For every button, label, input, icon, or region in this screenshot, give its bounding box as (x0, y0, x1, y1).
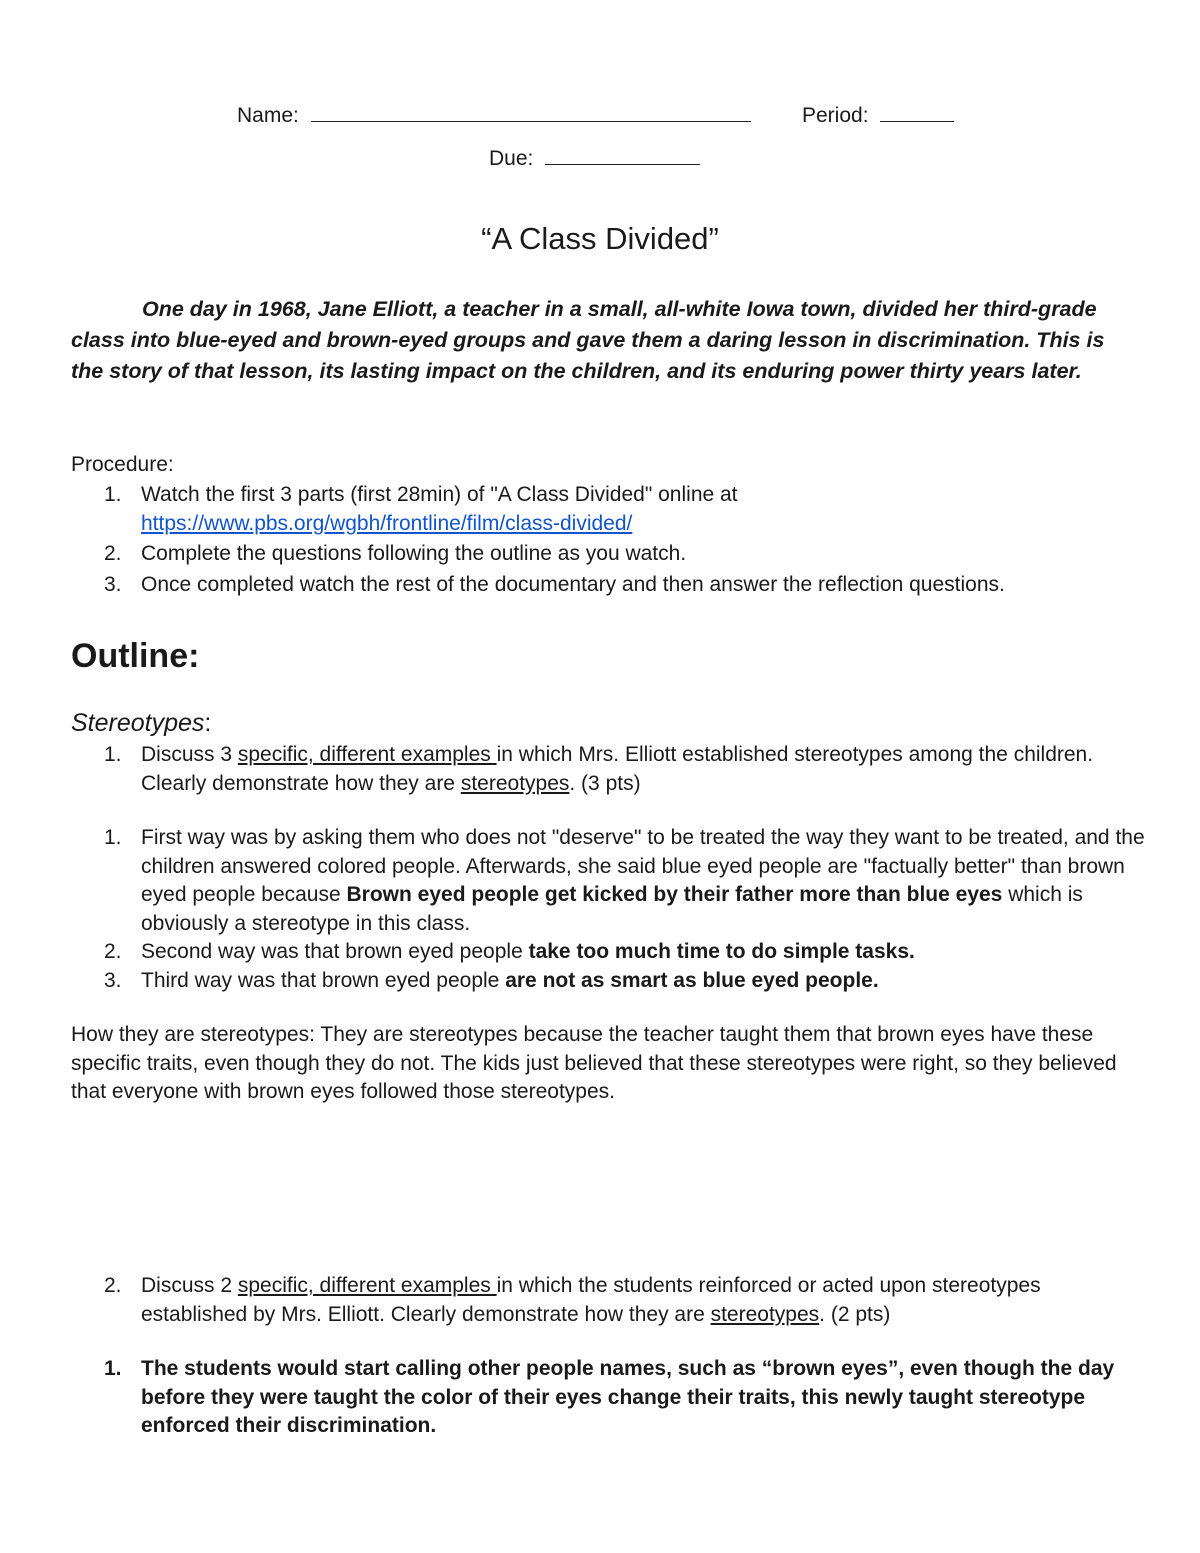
answer-bold: take too much time to do simple tasks. (528, 940, 915, 963)
step-text: Watch the first 3 parts (first 28min) of "A Class Divided" online at (141, 483, 738, 506)
pbs-link[interactable]: https://www.pbs.org/wgbh/frontline/film/class-divided/ (141, 511, 633, 535)
answer-text: Second way was that brown eyed people (141, 940, 529, 963)
page-title: “A Class Divided” (481, 221, 719, 256)
list-item (71, 741, 1151, 798)
period-line (802, 104, 954, 128)
procedure-label: Procedure: (71, 453, 174, 476)
answer-text: The students would start calling other people names, such as “brown eyes”, even though the day before they were taught the color of their eyes change their traits, this newly taught stereotype enforced their discrimination. (141, 1357, 1115, 1437)
q-text: . (3 pts) (569, 771, 641, 795)
name-line (237, 104, 751, 128)
list-item (71, 938, 1151, 967)
list-number: 3. (104, 968, 122, 992)
due-line (489, 147, 700, 171)
list-item (71, 1272, 1151, 1329)
answer-text: which is obviously a stereotype in this class. (141, 883, 1083, 935)
q-underline: stereotypes (460, 771, 570, 795)
list-number: 1. (104, 826, 122, 849)
q-text: Discuss 2 (141, 1274, 238, 1297)
stereotypes-heading (71, 709, 211, 738)
period-label: Period: (802, 104, 869, 127)
question-1 (71, 741, 1151, 798)
procedure-list (71, 481, 1151, 599)
list-number: 1. (104, 483, 122, 506)
list-number: 2. (104, 542, 122, 565)
list-number: 3. (104, 572, 122, 596)
stereotype-explanation: How they are stereotypes: They are stereotypes because the teacher taught them that brown eyes have these specific traits, even though they do not. The kids just believed that these stereotypes were right, so they believed that everyone with brown eyes followed those stereotypes. (71, 1023, 1117, 1103)
step-text: Once completed watch the rest of the documentary and then answer the reflection questions. (141, 572, 1005, 596)
name-blank[interactable] (311, 120, 751, 122)
list-item (71, 1355, 1151, 1441)
name-label: Name: (237, 104, 299, 127)
list-item (71, 540, 1151, 569)
q-underline: specific, different examples (237, 743, 497, 766)
list-number: 2. (104, 940, 122, 963)
q-underline: specific, different examples (237, 1274, 497, 1297)
answer-bold: are not as smart as blue eyed people. (505, 968, 879, 992)
answer-bold: Brown eyed people get kicked by their father more than blue eyes (346, 883, 1003, 906)
answer-text: Third way was that brown eyed people (141, 968, 506, 992)
q-text: . (2 pts) (819, 1302, 891, 1326)
q-text: Discuss 3 (141, 743, 238, 766)
intro-paragraph: One day in 1968, Jane Elliott, a teacher in a small, all-white Iowa town, divided her third-grade class into blue-eyed and brown-eyed groups and gave them a daring lesson in discrimination. This is the story of that lesson, its lasting impact on the children, and its enduring power thirty years later. (71, 297, 1105, 383)
outline-heading: Outline: (71, 637, 200, 675)
answers-2 (71, 1355, 1151, 1441)
answer-text: First way was by asking them who does not "deserve" to be treated the way they want to be treated, and the children answered colored people. Afterwards, she said blue eyed people are "factually better" than brown eyed people because (141, 826, 1145, 906)
step-text: Complete the questions following the outline as you watch. (141, 542, 687, 565)
section-title: Stereotypes (71, 709, 205, 737)
list-item (71, 571, 1151, 600)
answers-1 (71, 824, 1151, 995)
period-blank[interactable] (880, 120, 954, 122)
list-item (71, 967, 1151, 996)
list-number: 2. (104, 1274, 122, 1297)
list-number: 1. (104, 743, 122, 766)
list-number: 1. (104, 1357, 122, 1380)
question-2 (71, 1272, 1151, 1329)
list-item (71, 824, 1151, 938)
due-blank[interactable] (545, 163, 700, 165)
list-item (71, 481, 1151, 538)
q-text: in which the students reinforced or acted upon stereotypes established by Mrs. Elliott. Clearly demonstrate how they are (141, 1274, 1041, 1326)
due-label: Due: (489, 147, 534, 170)
section-colon: : (204, 709, 212, 737)
q-underline: stereotypes (710, 1302, 820, 1326)
q-text: in which Mrs. Elliott established stereotypes among the children. Clearly demonstrate how they are (141, 743, 1094, 795)
